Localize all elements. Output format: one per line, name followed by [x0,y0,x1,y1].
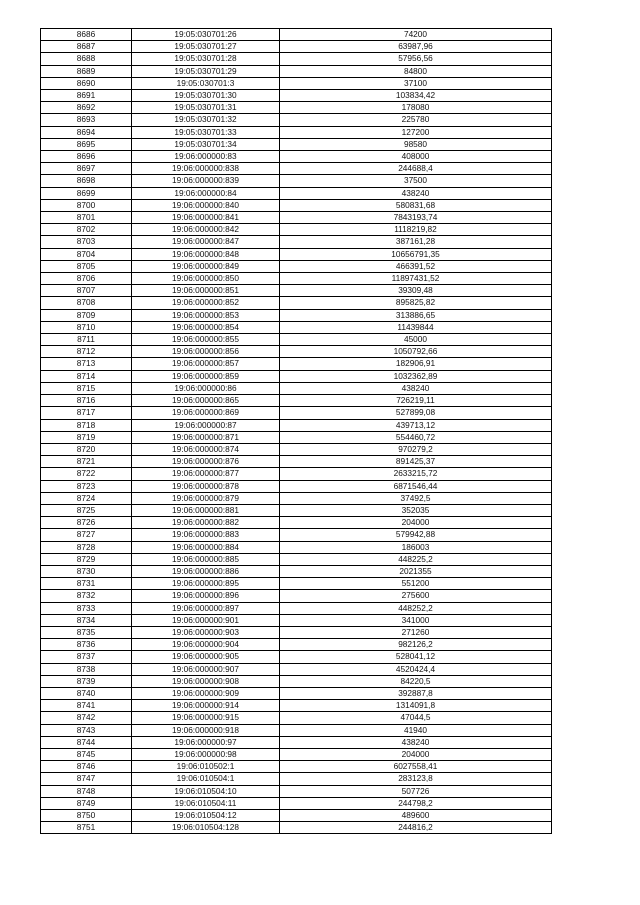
value-cell: 84800 [280,65,552,77]
row-number-cell: 8722 [41,468,132,480]
row-number-cell: 8698 [41,175,132,187]
table-row [41,151,552,163]
row-number-cell: 8691 [41,90,132,102]
table-row [41,651,552,663]
cadastral-number-cell: 19:06:000000:874 [132,443,280,455]
table-row [41,321,552,333]
value-cell: 313886,65 [280,309,552,321]
cadastral-number-cell: 19:06:010504:10 [132,785,280,797]
table-row [41,578,552,590]
table-row [41,614,552,626]
row-number-cell: 8702 [41,224,132,236]
value-cell: 1314091,8 [280,700,552,712]
value-cell: 127200 [280,126,552,138]
row-number-cell: 8741 [41,700,132,712]
table-row [41,443,552,455]
value-cell: 408000 [280,151,552,163]
row-number-cell: 8723 [41,480,132,492]
table-row [41,565,552,577]
cadastral-number-cell: 19:05:030701:30 [132,90,280,102]
row-number-cell: 8743 [41,724,132,736]
row-number-cell: 8697 [41,163,132,175]
table-row [41,541,552,553]
value-cell: 387161,28 [280,236,552,248]
table-row [41,480,552,492]
value-cell: 2021355 [280,565,552,577]
cadastral-number-cell: 19:06:000000:915 [132,712,280,724]
value-cell: 244688,4 [280,163,552,175]
table-row [41,90,552,102]
table-row [41,41,552,53]
cadastral-number-cell: 19:06:000000:97 [132,736,280,748]
row-number-cell: 8740 [41,687,132,699]
table-row [41,53,552,65]
row-number-cell: 8728 [41,541,132,553]
table-row [41,163,552,175]
value-cell: 527899,08 [280,407,552,419]
table-row [41,504,552,516]
cadastral-number-cell: 19:06:000000:886 [132,565,280,577]
cadastral-number-cell: 19:06:000000:909 [132,687,280,699]
value-cell: 489600 [280,810,552,822]
row-number-cell: 8721 [41,456,132,468]
row-number-cell: 8706 [41,273,132,285]
table-row [41,822,552,834]
table-row [41,248,552,260]
table-row [41,553,552,565]
value-cell: 891425,37 [280,456,552,468]
row-number-cell: 8696 [41,151,132,163]
value-cell: 392887,8 [280,687,552,699]
cadastral-number-cell: 19:06:000000:98 [132,748,280,760]
cadastral-number-cell: 19:05:030701:29 [132,65,280,77]
table-row [41,468,552,480]
row-number-cell: 8719 [41,431,132,443]
row-number-cell: 8738 [41,663,132,675]
row-number-cell: 8734 [41,614,132,626]
row-number-cell: 8689 [41,65,132,77]
cadastral-number-cell: 19:06:000000:86 [132,382,280,394]
table-row [41,810,552,822]
value-cell: 438240 [280,736,552,748]
value-cell: 551200 [280,578,552,590]
table-row [41,29,552,41]
cadastral-number-cell: 19:06:010504:11 [132,797,280,809]
value-cell: 438240 [280,382,552,394]
table-row [41,395,552,407]
value-cell: 11897431,52 [280,273,552,285]
value-cell: 244816,2 [280,822,552,834]
cadastral-number-cell: 19:06:000000:84 [132,187,280,199]
row-number-cell: 8687 [41,41,132,53]
table-row [41,456,552,468]
table-row [41,663,552,675]
cadastral-number-cell: 19:05:030701:3 [132,77,280,89]
table-row [41,431,552,443]
cadastral-number-cell: 19:06:000000:842 [132,224,280,236]
row-number-cell: 8731 [41,578,132,590]
row-number-cell: 8739 [41,675,132,687]
table-row [41,785,552,797]
table-row [41,382,552,394]
table-row [41,590,552,602]
row-number-cell: 8690 [41,77,132,89]
row-number-cell: 8711 [41,334,132,346]
cadastral-number-cell: 19:06:000000:884 [132,541,280,553]
value-cell: 271260 [280,626,552,638]
row-number-cell: 8732 [41,590,132,602]
table-row [41,358,552,370]
row-number-cell: 8708 [41,297,132,309]
row-number-cell: 8730 [41,565,132,577]
table-row [41,236,552,248]
cadastral-number-cell: 19:06:000000:871 [132,431,280,443]
row-number-cell: 8693 [41,114,132,126]
value-cell: 439713,12 [280,419,552,431]
cadastral-number-cell: 19:06:000000:918 [132,724,280,736]
table-row [41,712,552,724]
cadastral-number-cell: 19:06:000000:914 [132,700,280,712]
value-cell: 1050792,66 [280,346,552,358]
cadastral-number-cell: 19:06:000000:904 [132,639,280,651]
value-cell: 352035 [280,504,552,516]
cadastral-number-cell: 19:06:000000:849 [132,260,280,272]
cadastral-number-cell: 19:06:000000:865 [132,395,280,407]
table-row [41,529,552,541]
table-row [41,309,552,321]
cadastral-number-cell: 19:05:030701:31 [132,102,280,114]
row-number-cell: 8717 [41,407,132,419]
row-number-cell: 8735 [41,626,132,638]
value-cell: 186003 [280,541,552,553]
cadastral-number-cell: 19:05:030701:33 [132,126,280,138]
table-row [41,260,552,272]
row-number-cell: 8704 [41,248,132,260]
value-cell: 275600 [280,590,552,602]
cadastral-number-cell: 19:06:000000:876 [132,456,280,468]
row-number-cell: 8710 [41,321,132,333]
value-cell: 98580 [280,138,552,150]
value-cell: 182906,91 [280,358,552,370]
cadastral-number-cell: 19:06:000000:878 [132,480,280,492]
row-number-cell: 8737 [41,651,132,663]
value-cell: 37100 [280,77,552,89]
table-row [41,517,552,529]
row-number-cell: 8718 [41,419,132,431]
table-row [41,773,552,785]
table-row [41,492,552,504]
value-cell: 11439844 [280,321,552,333]
cadastral-number-cell: 19:06:000000:883 [132,529,280,541]
table-row [41,187,552,199]
row-number-cell: 8736 [41,639,132,651]
value-cell: 507726 [280,785,552,797]
row-number-cell: 8733 [41,602,132,614]
cadastral-number-cell: 19:06:000000:881 [132,504,280,516]
table-row [41,138,552,150]
row-number-cell: 8749 [41,797,132,809]
table-row [41,212,552,224]
cadastral-number-cell: 19:06:000000:848 [132,248,280,260]
cadastral-number-cell: 19:05:030701:28 [132,53,280,65]
row-number-cell: 8746 [41,761,132,773]
cadastral-number-cell: 19:06:000000:882 [132,517,280,529]
table-body [41,29,552,834]
value-cell: 244798,2 [280,797,552,809]
cadastral-number-cell: 19:05:030701:32 [132,114,280,126]
value-cell: 4520424,4 [280,663,552,675]
value-cell: 448225,2 [280,553,552,565]
value-cell: 895825,82 [280,297,552,309]
table-row [41,761,552,773]
value-cell: 10656791,35 [280,248,552,260]
cadastral-number-cell: 19:06:000000:859 [132,370,280,382]
row-number-cell: 8686 [41,29,132,41]
cadastral-number-cell: 19:06:000000:897 [132,602,280,614]
value-cell: 7843193,74 [280,212,552,224]
table-row [41,114,552,126]
cadastral-number-cell: 19:06:000000:852 [132,297,280,309]
value-cell: 6871546,44 [280,480,552,492]
cadastral-number-cell: 19:06:000000:857 [132,358,280,370]
row-number-cell: 8720 [41,443,132,455]
value-cell: 1032362,89 [280,370,552,382]
cadastral-number-cell: 19:06:000000:895 [132,578,280,590]
cadastral-number-cell: 19:06:000000:879 [132,492,280,504]
value-cell: 225780 [280,114,552,126]
row-number-cell: 8750 [41,810,132,822]
table-row [41,687,552,699]
row-number-cell: 8714 [41,370,132,382]
cadastral-number-cell: 19:06:000000:838 [132,163,280,175]
row-number-cell: 8703 [41,236,132,248]
row-number-cell: 8748 [41,785,132,797]
row-number-cell: 8724 [41,492,132,504]
table-row [41,626,552,638]
value-cell: 204000 [280,517,552,529]
value-cell: 178080 [280,102,552,114]
value-cell: 103834,42 [280,90,552,102]
table-row [41,65,552,77]
row-number-cell: 8713 [41,358,132,370]
cadastral-number-cell: 19:06:000000:907 [132,663,280,675]
cadastral-number-cell: 19:06:000000:855 [132,334,280,346]
value-cell: 57956,56 [280,53,552,65]
cadastral-number-cell: 19:06:000000:87 [132,419,280,431]
table-row [41,700,552,712]
value-cell: 47044,5 [280,712,552,724]
cadastral-number-cell: 19:06:000000:839 [132,175,280,187]
row-number-cell: 8712 [41,346,132,358]
row-number-cell: 8699 [41,187,132,199]
value-cell: 283123,8 [280,773,552,785]
cadastral-number-cell: 19:06:010504:12 [132,810,280,822]
cadastral-number-cell: 19:06:000000:854 [132,321,280,333]
cadastral-number-cell: 19:06:000000:901 [132,614,280,626]
row-number-cell: 8725 [41,504,132,516]
cadastral-number-cell: 19:06:000000:850 [132,273,280,285]
cadastral-number-cell: 19:06:000000:869 [132,407,280,419]
value-cell: 579942,88 [280,529,552,541]
table-row [41,602,552,614]
cadastral-number-cell: 19:06:000000:841 [132,212,280,224]
value-cell: 528041,12 [280,651,552,663]
value-cell: 1118219,82 [280,224,552,236]
value-cell: 37500 [280,175,552,187]
value-cell: 982126,2 [280,639,552,651]
row-number-cell: 8694 [41,126,132,138]
row-number-cell: 8716 [41,395,132,407]
row-number-cell: 8742 [41,712,132,724]
cadastral-number-cell: 19:06:000000:905 [132,651,280,663]
row-number-cell: 8692 [41,102,132,114]
table-row [41,224,552,236]
row-number-cell: 8701 [41,212,132,224]
row-number-cell: 8744 [41,736,132,748]
row-number-cell: 8747 [41,773,132,785]
row-number-cell: 8745 [41,748,132,760]
table-row [41,675,552,687]
cadastral-number-cell: 19:06:000000:83 [132,151,280,163]
row-number-cell: 8715 [41,382,132,394]
table-row [41,297,552,309]
value-cell: 37492,5 [280,492,552,504]
row-number-cell: 8707 [41,285,132,297]
value-cell: 6027558,41 [280,761,552,773]
cadastral-number-cell: 19:06:000000:840 [132,199,280,211]
table-row [41,126,552,138]
value-cell: 726219,11 [280,395,552,407]
table-row [41,370,552,382]
cadastral-number-cell: 19:06:000000:877 [132,468,280,480]
cadastral-number-cell: 19:06:000000:903 [132,626,280,638]
data-table [40,28,552,834]
table-row [41,175,552,187]
value-cell: 74200 [280,29,552,41]
value-cell: 41940 [280,724,552,736]
row-number-cell: 8709 [41,309,132,321]
value-cell: 438240 [280,187,552,199]
table-row [41,346,552,358]
row-number-cell: 8727 [41,529,132,541]
cadastral-number-cell: 19:05:030701:34 [132,138,280,150]
value-cell: 554460,72 [280,431,552,443]
row-number-cell: 8688 [41,53,132,65]
value-cell: 84220,5 [280,675,552,687]
table-row [41,724,552,736]
row-number-cell: 8751 [41,822,132,834]
cadastral-number-cell: 19:06:000000:908 [132,675,280,687]
value-cell: 341000 [280,614,552,626]
table-row [41,285,552,297]
value-cell: 580831,68 [280,199,552,211]
row-number-cell: 8729 [41,553,132,565]
row-number-cell: 8726 [41,517,132,529]
table-row [41,102,552,114]
cadastral-number-cell: 19:06:000000:851 [132,285,280,297]
row-number-cell: 8705 [41,260,132,272]
table-row [41,639,552,651]
table-row [41,199,552,211]
value-cell: 39309,48 [280,285,552,297]
cadastral-number-cell: 19:06:000000:856 [132,346,280,358]
table-row [41,748,552,760]
value-cell: 466391,52 [280,260,552,272]
value-cell: 448252,2 [280,602,552,614]
table-row [41,736,552,748]
value-cell: 204000 [280,748,552,760]
table-row [41,273,552,285]
value-cell: 970279,2 [280,443,552,455]
row-number-cell: 8695 [41,138,132,150]
row-number-cell: 8700 [41,199,132,211]
table-row [41,797,552,809]
cadastral-number-cell: 19:06:000000:885 [132,553,280,565]
table-row [41,334,552,346]
value-cell: 63987,96 [280,41,552,53]
table-row [41,419,552,431]
cadastral-number-cell: 19:06:010504:1 [132,773,280,785]
value-cell: 45000 [280,334,552,346]
value-cell: 2633215,72 [280,468,552,480]
table-row [41,407,552,419]
cadastral-number-cell: 19:06:010502:1 [132,761,280,773]
table-row [41,77,552,89]
cadastral-number-cell: 19:06:000000:896 [132,590,280,602]
cadastral-number-cell: 19:05:030701:27 [132,41,280,53]
cadastral-number-cell: 19:05:030701:26 [132,29,280,41]
cadastral-number-cell: 19:06:010504:128 [132,822,280,834]
cadastral-number-cell: 19:06:000000:847 [132,236,280,248]
cadastral-number-cell: 19:06:000000:853 [132,309,280,321]
